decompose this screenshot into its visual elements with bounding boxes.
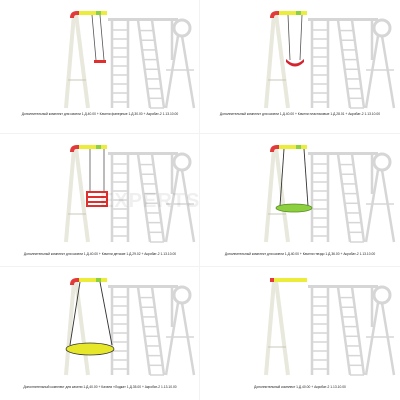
swing-illustration <box>0 267 200 387</box>
ladder-post <box>352 154 364 242</box>
product-cell <box>0 0 200 132</box>
frame-top-bar <box>308 152 378 155</box>
frame-leg <box>182 303 194 375</box>
ladder-post <box>352 287 364 375</box>
swing-leg <box>266 281 274 375</box>
ring-handle <box>174 287 190 303</box>
swing-illustration <box>0 0 200 120</box>
frame-top-bar <box>108 152 178 155</box>
ladder-post <box>152 287 164 375</box>
product-cell <box>200 0 400 132</box>
swing-leg <box>76 14 88 108</box>
ring-handle <box>174 154 190 170</box>
beam-yellow <box>270 278 307 282</box>
swing-illustration <box>200 134 400 254</box>
ring-handle <box>174 20 190 36</box>
beam-green-joint <box>96 278 101 282</box>
chain <box>304 149 308 206</box>
chain <box>92 15 96 60</box>
ring-handle <box>374 20 390 36</box>
frame-leg <box>182 36 194 108</box>
swing-seat <box>66 343 114 355</box>
ring-handle <box>374 154 390 170</box>
chain <box>100 15 104 60</box>
chain <box>300 15 302 60</box>
product-caption: Дополнительный комплект для качели 1.Д.40.00 + Качели гнездо 1.Д.36.00 + Акробат-2 1.13.10.00 <box>224 252 376 256</box>
chain <box>100 282 112 345</box>
beam-yellow <box>279 11 307 15</box>
product-caption: Дополнительный комплект для качели 1.Д.40.00 + Качели детские 1.Д.29.02 + Акробат-2 1.13.10.00 <box>23 252 177 256</box>
ladder-post <box>138 20 150 108</box>
beam-yellow <box>279 145 307 149</box>
swing-seat <box>286 59 304 67</box>
product-caption: Дополнительный комплект для качели 1.Д.40.00 + Качели «Лодка» 1.Д.35.00 + Акробат-2 1.13.10.00 <box>23 385 177 389</box>
ladder-post <box>338 20 350 108</box>
beam-green-joint <box>296 145 301 149</box>
ladder-post <box>338 287 350 375</box>
product-cell <box>200 267 400 399</box>
beam-green-joint <box>96 145 101 149</box>
beam-green-joint <box>96 11 101 15</box>
beam-yellow <box>79 145 107 149</box>
product-caption: Дополнительный комплект 1.Д.40.00 + Акробат-2 1.13.10.00 <box>254 385 346 389</box>
frame-top-bar <box>108 285 178 288</box>
swing-seat <box>94 60 106 63</box>
frame-leg <box>382 36 394 108</box>
swing-leg <box>266 14 274 108</box>
frame-top-bar <box>308 285 378 288</box>
beam-green-joint <box>296 11 301 15</box>
swing-leg <box>266 148 274 242</box>
product-cell <box>200 134 400 266</box>
product-caption: Дополнительный комплект для качели 1.Д.40.00 + Качели фанерные 1.Д.30.00 + Акробат-2 1.13.10.00 <box>21 112 179 116</box>
ladder-post <box>138 287 150 375</box>
swing-leg <box>276 148 288 242</box>
ladder-post <box>352 20 364 108</box>
beam-yellow <box>79 11 107 15</box>
frame-leg <box>382 170 394 242</box>
swing-illustration <box>200 267 400 387</box>
swing-leg <box>66 14 74 108</box>
frame-top-bar <box>308 18 378 21</box>
swing-leg <box>276 281 288 375</box>
frame-leg <box>382 303 394 375</box>
swing-illustration <box>200 0 400 120</box>
product-cell <box>0 267 200 399</box>
ladder-post <box>338 154 350 242</box>
beam-yellow <box>79 278 107 282</box>
chain <box>288 15 290 60</box>
beam-red-cap <box>270 278 274 282</box>
swing-leg <box>66 148 74 242</box>
swing-seat <box>276 204 312 212</box>
watermark: EXPERTS <box>100 190 201 212</box>
product-caption: Дополнительный комплект для качели 1.Д.40.00 + Качели пластиковые 1.Д.28.01 + Акробат-2 1.13.10.00 <box>219 112 381 116</box>
frame-top-bar <box>108 18 178 21</box>
ring-handle <box>374 287 390 303</box>
ladder-post <box>152 20 164 108</box>
